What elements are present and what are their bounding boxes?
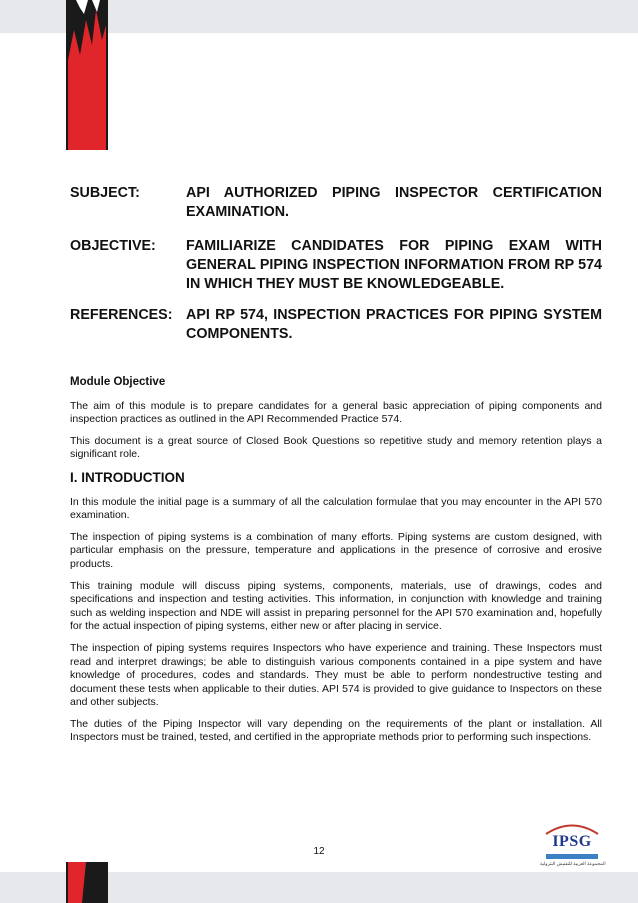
paragraph: In this module the initial page is a summary of all the calculation formulae that you may encounter in the API 570 examination. xyxy=(70,495,602,522)
logo-bar xyxy=(546,854,598,859)
paragraph: This document is a great source of Closed Book Questions so repetitive study and memory retention plays a significant role. xyxy=(70,434,602,461)
paragraph: The inspection of piping systems requires Inspectors who have experience and training. These Inspectors must read and interpret drawings; be able to distinguish various components contained in a pipe system and have knowledge of procedures, codes and standards. They must be able to perform nondestructive testing and document these tests when applicable to their duties. API 574 is provided to give guidance to Inspectors on these and other subjects. xyxy=(70,641,602,709)
flame-decoration-bottom-icon xyxy=(66,862,108,903)
objective-label: OBJECTIVE: xyxy=(70,238,156,254)
module-objective-heading: Module Objective xyxy=(70,376,166,388)
objective-row xyxy=(70,237,602,294)
ipsg-logo xyxy=(540,821,604,871)
paragraph: The aim of this module is to prepare candidates for a general basic appreciation of piping components and inspection practices as outlined in the API Recommended Practice 574. xyxy=(70,399,602,426)
introduction-heading: I. INTRODUCTION xyxy=(70,469,185,485)
subject-row xyxy=(70,184,602,222)
paragraph: This training module will discuss piping systems, components, materials, use of drawings, codes and specifications and inspection and testing activities. This information, in conjunction with knowledge and training such as welding inspection and NDE will assist in preparing personnel for the API 570 examination and, hopefully for the actual inspection of piping systems, either new or after placing in service. xyxy=(70,579,602,633)
objective-text: FAMILIARIZE CANDIDATES FOR PIPING EXAM WITH GENERAL PIPING INSPECTION INFORMATION FROM RP 574 IN WHICH THEY MUST BE KNOWLEDGEABLE. xyxy=(186,238,602,292)
references-row xyxy=(70,306,602,344)
page-number: 12 xyxy=(313,846,325,857)
subject-text: API AUTHORIZED PIPING INSPECTOR CERTIFICATION EXAMINATION. xyxy=(186,185,602,220)
references-label: REFERENCES: xyxy=(70,307,173,323)
subject-label: SUBJECT: xyxy=(70,185,140,201)
document-body xyxy=(70,376,602,753)
references-text: API RP 574, INSPECTION PRACTICES FOR PIPING SYSTEM COMPONENTS. xyxy=(186,307,602,342)
logo-subtitle: المجموعة العربية للتفتيش البترولية xyxy=(540,861,606,866)
flame-decoration-icon xyxy=(66,0,108,150)
logo-text: IPSG xyxy=(552,833,592,850)
paragraph: The inspection of piping systems is a combination of many efforts. Piping systems are custom designed, with particular emphasis on the pressure, temperature and applications in the presence of corrosive and erosive products. xyxy=(70,530,602,570)
paragraph: The duties of the Piping Inspector will vary depending on the requirements of the plant or installation. All Inspectors must be trained, tested, and certified in the appropriate methods prior to performing such inspections. xyxy=(70,717,602,744)
